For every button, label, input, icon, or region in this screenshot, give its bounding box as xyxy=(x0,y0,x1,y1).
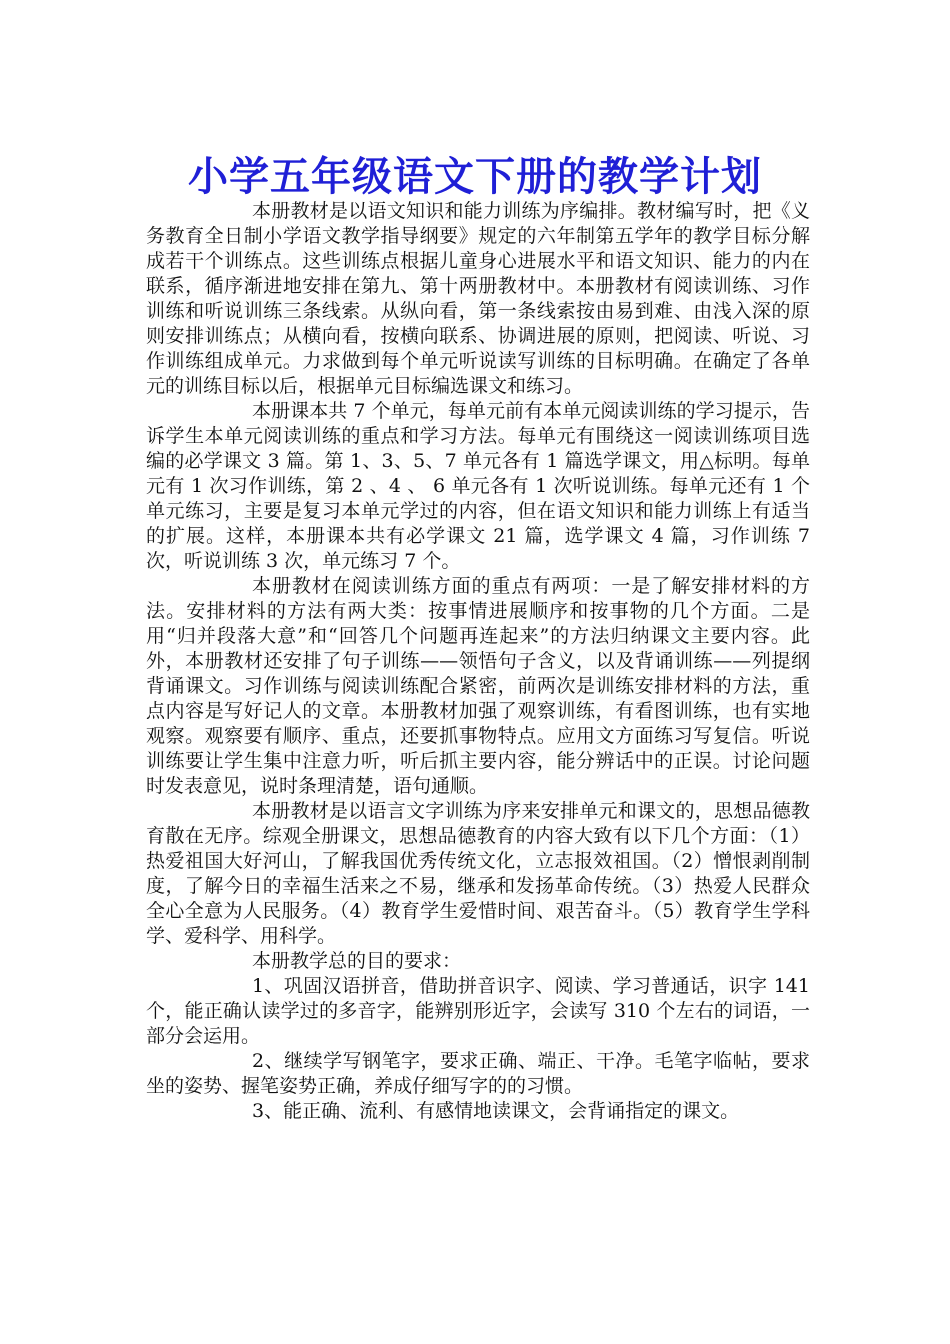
paragraph-unit-overview: 本册课本共 7 个单元，每单元前有本单元阅读训练的学习提示，告诉学生本单元阅读训练的重点和学习方法。每单元有围绕这一阅读训练项目选编的必学课文 3 篇。第 1、3、5、7 单元各有 1 篇选学课文，用△标明。每单元有 1 次习作训练，第 2 、4 、 6 单元各有 1 次听说训练。每单元还有 1 个单元练习，主要是复习本单元学过的内容，但在语文知识和能力训练上有适当的扩展。这样，本册课本共有必学课文 21 篇，选学课文 4 篇，习作训练 7 次，听说训练 3 次，单元练习 7 个。 xyxy=(146,400,810,572)
paragraph-moral-education: 本册教材是以语言文字训练为序来安排单元和课文的，思想品德教育散在无序。综观全册课文，思想品德教育的内容大致有以下几个方面：（1）热爱祖国大好河山，了解我国优秀传统文化，立志报效祖国。（2）憎恨剥削制度，了解今日的幸福生活来之不易，继承和发扬革命传统。（3）热爱人民群众全心全意为人民服务。（4）教育学生爱惜时间、艰苦奋斗。（5）教育学生学科学、爱科学、用科学。 xyxy=(146,800,810,947)
document-title: 小学五年级语文下册的教学计划 xyxy=(188,152,762,200)
paragraph-reading-training: 本册教材在阅读训练方面的重点有两项：一是了解安排材料的方法。安排材料的方法有两大类：按事情进展顺序和按事物的几个方面。二是用“归并段落大意”和“回答几个问题再连起来”的方法归纳课文主要内容。此外，本册教材还安排了句子训练——领悟句子含义，以及背诵训练——列提纲背诵课文。习作训练与阅读训练配合紧密，前两次是训练安排材料的方法，重点内容是写好记人的文章。本册教材加强了观察训练，有看图训练，也有实地观察。观察要有顺序、重点，还要抓事物特点。应用文方面练习写复信。听说训练要让学生集中注意力听，听后抓主要内容，能分辨话中的正误。讨论问题时发表意见，说时条理清楚，语句通顺。 xyxy=(146,575,810,797)
document-body xyxy=(146,199,810,1124)
paragraph-textbook-structure: 本册教材是以语文知识和能力训练为序编排。教材编写时，把《义务教育全日制小学语文教学指导纲要》规定的六年制第五学年的教学目标分解成若干个训练点。这些训练点根据儿童身心进展水平和语文知识、能力的内在联系，循序渐进地安排在第九、第十两册教材中。本册教材有阅读训练、习作训练和听说训练三条线索。从纵向看，第一条线索按由易到难、由浅入深的原则安排训练点；从横向看，按横向联系、协调进展的原则，把阅读、听说、习作训练组成单元。力求做到每个单元听说读写训练的目标明确。在确定了各单元的训练目标以后，根据单元目标编选课文和练习。 xyxy=(146,200,810,397)
list-item-goal-2: 2、继续学写钢笔字，要求正确、端正、干净。毛笔字临帖，要求坐的姿势、握笔姿势正确，养成仔细写字的的习惯。 xyxy=(146,1050,810,1097)
paragraph-goals-heading: 本册教学总的目的要求： xyxy=(252,950,462,972)
list-item-goal-1: 1、巩固汉语拼音，借助拼音识字、阅读、学习普通话，识字 141 个，能正确认读学过的多音字，能辨别形近字，会读写 310 个左右的词语，一部分会运用。 xyxy=(146,975,810,1047)
list-item-goal-3: 3、能正确、流利、有感情地读课文，会背诵指定的课文。 xyxy=(252,1100,740,1122)
